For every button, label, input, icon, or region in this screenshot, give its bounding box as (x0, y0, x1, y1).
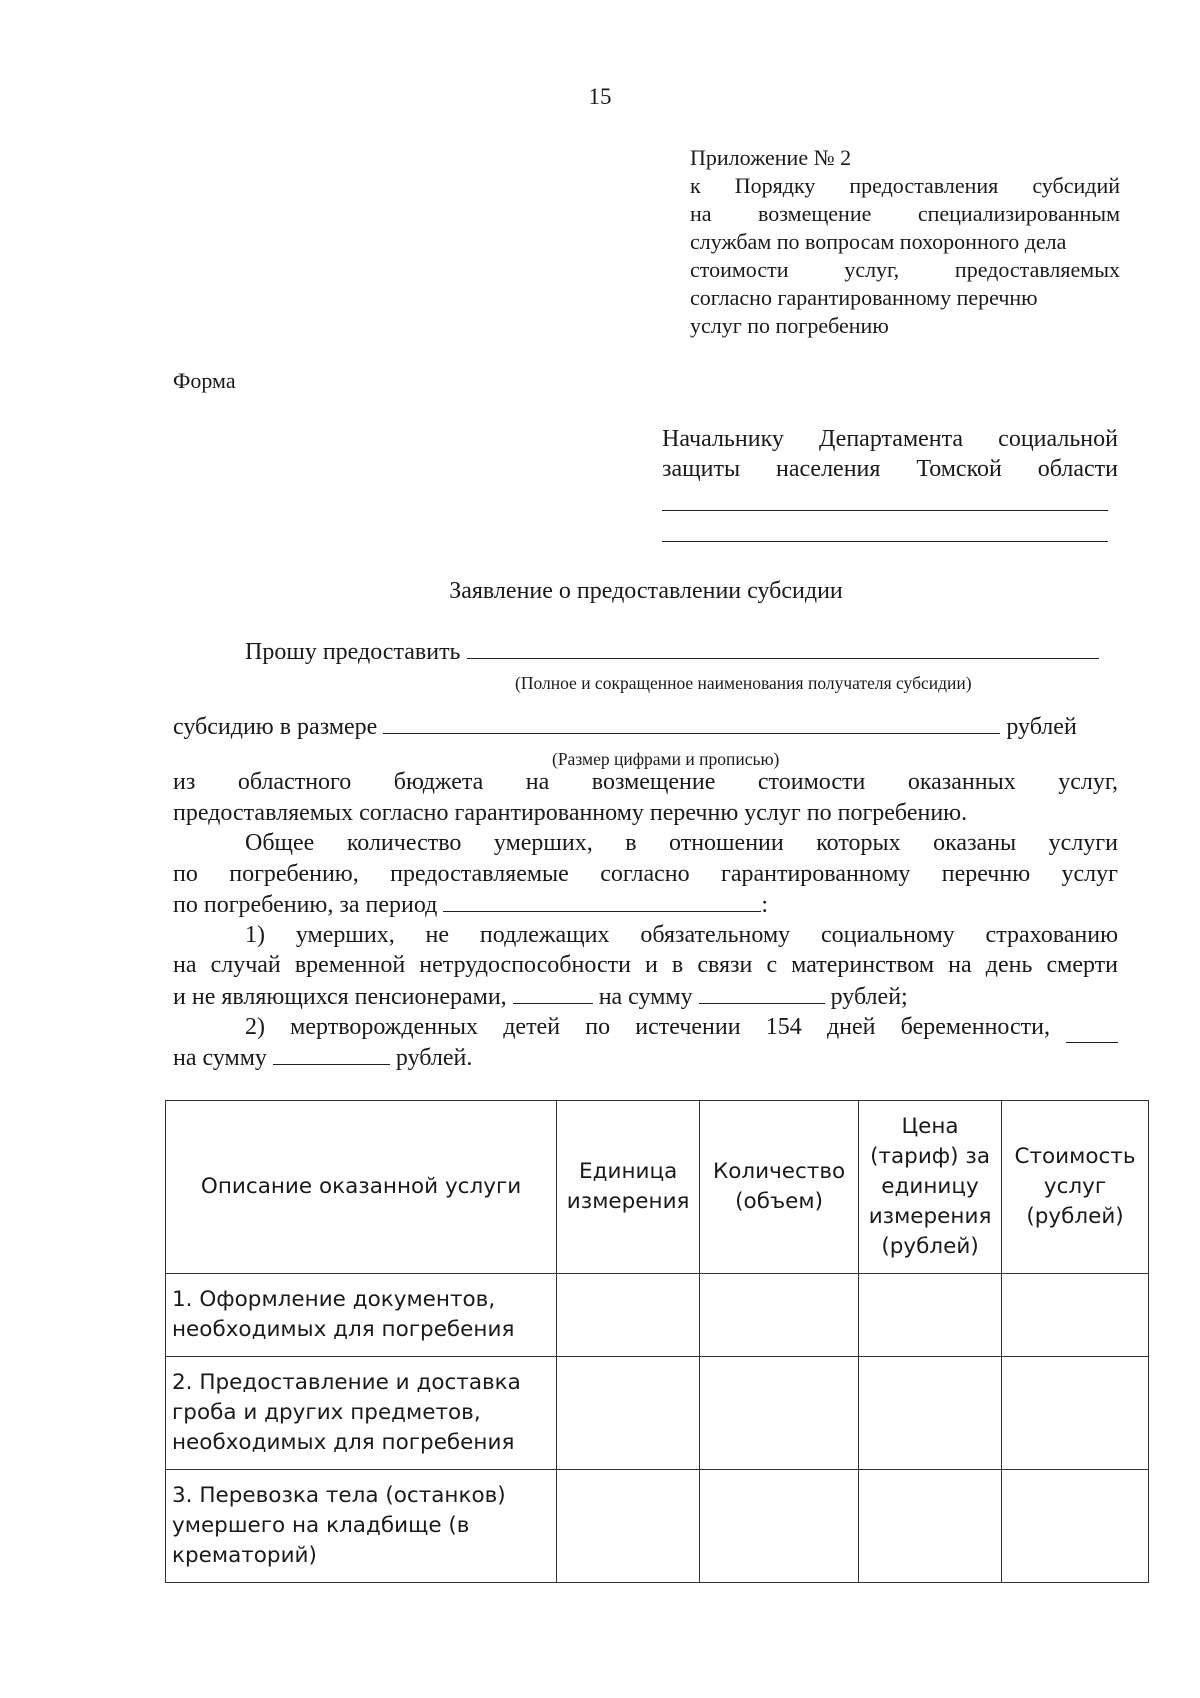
amount-caption: (Размер цифрами и прописью) (552, 749, 780, 769)
header-cost: Стоимость услуг (рублей) (1002, 1101, 1149, 1274)
appendix-line: к Порядку предоставления субсидий (690, 173, 1120, 198)
item-1-text-a: и не являющихся пенсионерами, (173, 984, 507, 1010)
request-line (245, 636, 1099, 668)
cost-cell[interactable] (1002, 1357, 1149, 1470)
amount-prefix: субсидию в размере (173, 714, 378, 740)
appendix-line: услуг по погребению (690, 313, 889, 338)
item-1-line-1: 1) умерших, не подлежащих обязательному социальному страхованию (245, 922, 1118, 948)
unit-cell[interactable] (557, 1274, 700, 1357)
amount-line (173, 711, 1077, 743)
amount-blank[interactable] (383, 711, 1000, 734)
cost-cell[interactable] (1002, 1470, 1149, 1583)
paragraph-1-line-2: предоставляемых согласно гарантированному перечню услуг по погребению. (173, 800, 968, 826)
header-quantity: Количество (объем) (700, 1101, 859, 1274)
price-cell[interactable] (859, 1357, 1002, 1470)
item-1-line-3 (173, 981, 908, 1013)
item-2-count-blank[interactable] (1066, 1020, 1118, 1043)
unit-cell[interactable] (557, 1357, 700, 1470)
item-1-text-b: на сумму (598, 984, 693, 1010)
recipient-name-caption: (Полное и сокращенное наименования получателя субсидии) (515, 673, 972, 693)
addressee-line-2: защиты населения Томской области (662, 456, 1118, 482)
header-description: Описание оказанной услуги (166, 1101, 557, 1274)
appendix-line: службам по вопросам похоронного дела (690, 229, 1067, 254)
request-prefix: Прошу предоставить (245, 639, 461, 665)
quantity-cell[interactable] (700, 1274, 859, 1357)
document-title: Заявление о предоставлении субсидии (449, 578, 843, 604)
paragraph-2-line-3 (173, 889, 768, 921)
appendix-line: согласно гарантированному перечню (690, 285, 1038, 310)
addressee-blank-1[interactable] (662, 510, 1108, 511)
paragraph-2-line-1: Общее количество умерших, в отношении которых оказаны услуги (245, 830, 1118, 856)
header-unit: Единица измерения (557, 1101, 700, 1274)
item-2-line-2 (173, 1042, 472, 1074)
item-2-text-a: на сумму (173, 1045, 267, 1071)
item-2-text: 2) мертворожденных детей по истечении 154 дней беременности, (245, 1014, 1050, 1040)
appendix-line: Приложение № 2 (690, 145, 852, 170)
appendix-line: стоимости услуг, предоставляемых (690, 257, 1120, 282)
header-price: Цена (тариф) за единицу измерения (рублей) (859, 1101, 1002, 1274)
cost-cell[interactable] (1002, 1274, 1149, 1357)
table-header-row (166, 1101, 1149, 1274)
service-description: 2. Предоставление и доставка гроба и других предметов, необходимых для погребения (166, 1357, 557, 1470)
item-2-line-1 (245, 1012, 1118, 1043)
addressee-blank-2[interactable] (662, 541, 1108, 542)
table-row (166, 1470, 1149, 1583)
item-1-sum-blank[interactable] (699, 981, 825, 1004)
form-label: Форма (173, 368, 236, 393)
addressee-block (662, 424, 1118, 484)
period-colon: : (761, 892, 769, 918)
quantity-cell[interactable] (700, 1357, 859, 1470)
item-1-text-c: рублей; (830, 984, 908, 1010)
paragraph-1-line-1: из областного бюджета на возмещение стоимости оказанных услуг, (173, 769, 1118, 795)
table-row (166, 1357, 1149, 1470)
paragraph-2-line-2: по погребению, предоставляемые согласно гарантированному перечню услуг (173, 861, 1118, 887)
page-number: 15 (588, 84, 612, 109)
unit-cell[interactable] (557, 1470, 700, 1583)
quantity-cell[interactable] (700, 1470, 859, 1583)
price-cell[interactable] (859, 1470, 1002, 1583)
appendix-header (690, 144, 1120, 340)
addressee-line-1: Начальнику Департамента социальной (662, 426, 1118, 452)
item-2-text-b: рублей. (395, 1045, 473, 1071)
price-cell[interactable] (859, 1274, 1002, 1357)
table-row (166, 1274, 1149, 1357)
period-blank[interactable] (443, 889, 761, 912)
recipient-name-blank[interactable] (467, 636, 1099, 659)
item-1-line-2: на случай временной нетрудоспособности и в связи с материнством на день смерти (173, 952, 1118, 978)
item-1-count-blank[interactable] (513, 981, 593, 1004)
appendix-line: на возмещение специализированным (690, 201, 1120, 226)
period-prefix: по погребению, за период (173, 892, 438, 918)
service-description: 3. Перевозка тела (останков) умершего на кладбище (в крематорий) (166, 1470, 557, 1583)
item-2-sum-blank[interactable] (273, 1042, 390, 1065)
service-description: 1. Оформление документов, необходимых для погребения (166, 1274, 557, 1357)
amount-suffix: рублей (1006, 714, 1077, 740)
services-table (165, 1100, 1149, 1583)
